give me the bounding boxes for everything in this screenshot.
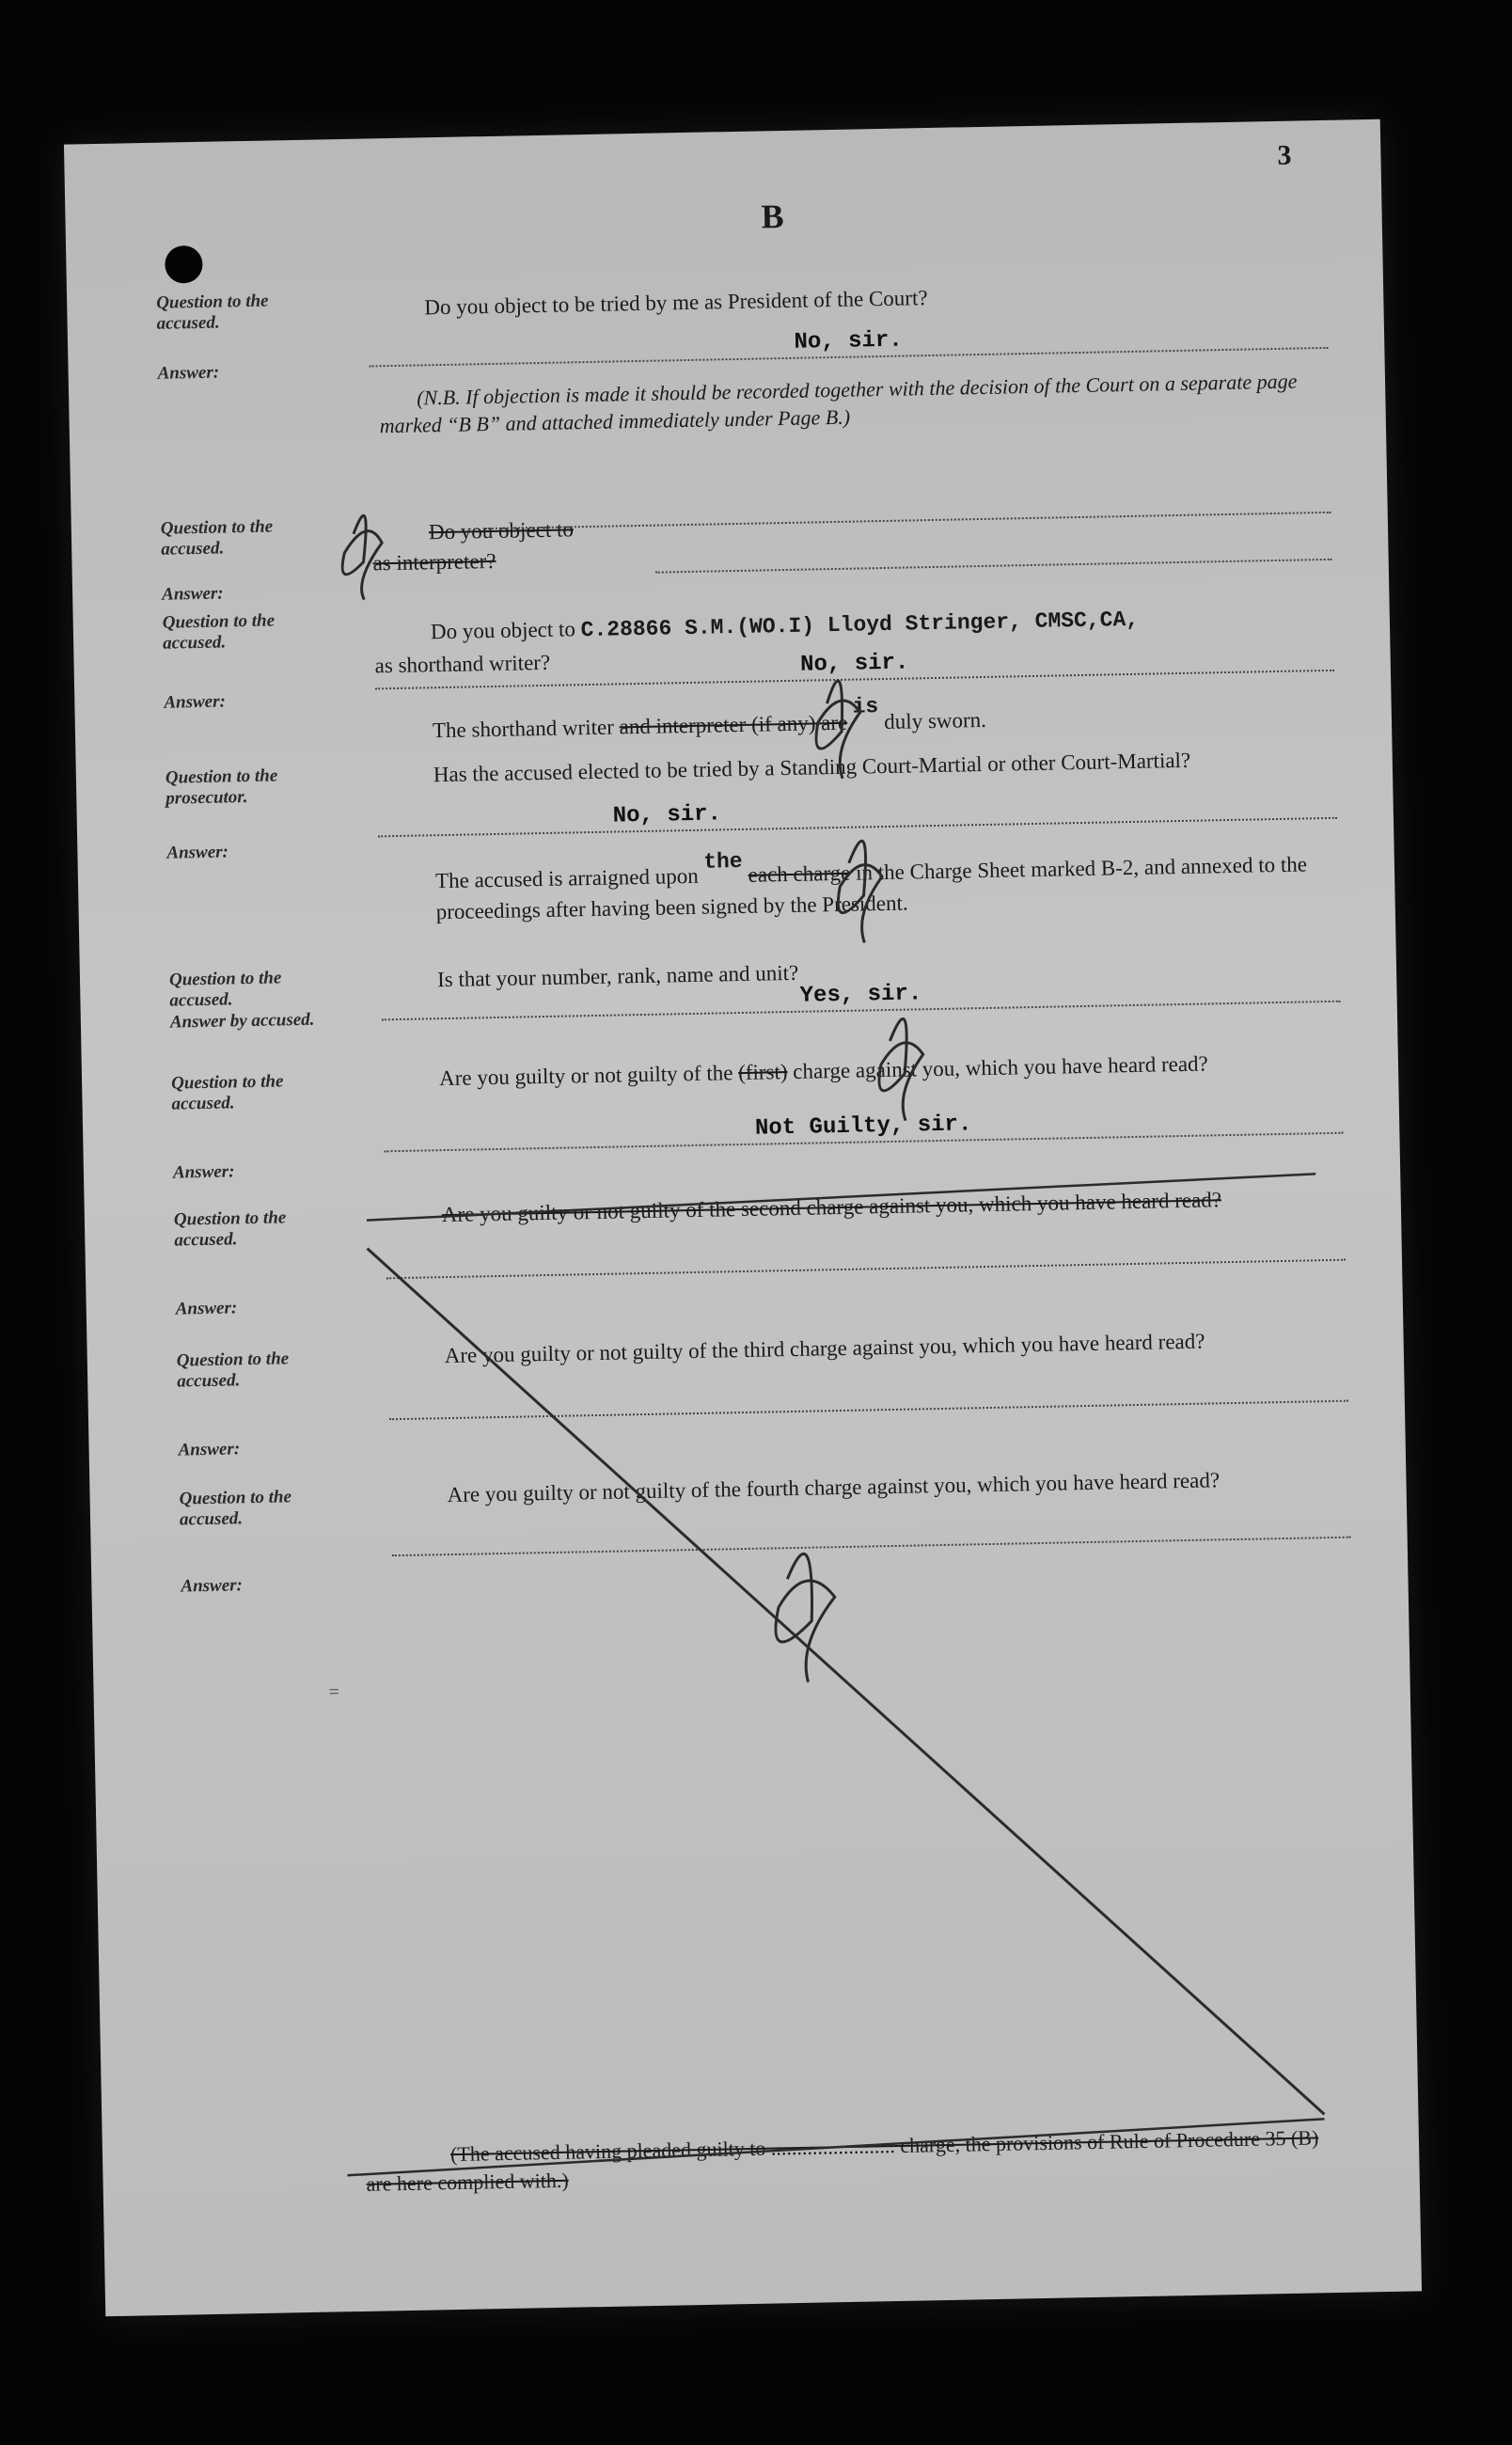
label-question-accused: Question to the accused. xyxy=(162,610,276,654)
answer-text: No, sir. xyxy=(612,801,722,829)
q6-struck: (first) xyxy=(737,1060,788,1085)
label-question-accused: Question to the accused. xyxy=(156,291,269,334)
label-question-accused: Question to the accused. xyxy=(176,1349,290,1392)
question-second-charge: Are you guilty or not guilty of the second charge against you, which you have heard read? xyxy=(441,1188,1222,1227)
sworn-text-2: duly sworn. xyxy=(884,707,987,734)
question-third-charge: Are you guilty or not guilty of the third charge against you, which you have heard read? xyxy=(444,1329,1205,1368)
initials-signature xyxy=(341,505,935,1691)
label-answer: Answer: xyxy=(175,1298,238,1319)
footer-note: (The accused having pleaded guilty to ........................ charge, the provisions of Rule of Procedure 35 (B) are here complied with.) xyxy=(366,2125,1319,2196)
diagonal-cancel-line xyxy=(368,1230,1325,2132)
label-question-accused: Question to the accused. xyxy=(168,968,282,1011)
sworn-insert: is xyxy=(852,694,879,719)
label-answer: Answer: xyxy=(172,1161,235,1183)
question-court-martial: Has the accused elected to be tried by a Standing Court-Martial or other Court-Martial? xyxy=(433,748,1191,787)
shorthand-suffix: as shorthand writer? xyxy=(374,650,551,678)
label-answer: Answer: xyxy=(181,1575,244,1597)
answer-text: Yes, sir. xyxy=(799,981,922,1009)
question-fourth-charge: Are you guilty or not guilty of the fourth charge against you, which you have heard read? xyxy=(447,1468,1221,1507)
label-answer: Answer: xyxy=(164,691,227,713)
nb-note: (N.B. If objection is made it should be recorded together with the decision of the Court on a separate page marked “B B” and attached immediately under Page B.) xyxy=(379,369,1298,438)
label-question-accused: Question to the accused. xyxy=(160,516,274,560)
margin-mark: = xyxy=(328,1681,340,1703)
label-answer: Answer: xyxy=(166,842,229,863)
strike-line xyxy=(366,1174,1315,1220)
shorthand-writer-name: C.28866 S.M.(WO.I) Lloyd Stringer, CMSC,CA, xyxy=(580,607,1140,643)
label-answer: Answer: xyxy=(178,1439,241,1460)
answer-text: Not Guilty, sir. xyxy=(754,1112,972,1142)
question-president-objection: Do you object to be tried by me as President of the Court? xyxy=(424,286,928,320)
question-identity: Is that your number, rank, name and unit? xyxy=(436,960,799,992)
label-answer: Answer: xyxy=(157,362,220,384)
strike-line xyxy=(347,2119,1326,2175)
answer-text: No, sir. xyxy=(799,650,909,678)
arraign-text-2: in the Charge Sheet marked B-2, and annexed to the proceedings after having been signed by the President. xyxy=(435,852,1308,924)
arraign-insert: the xyxy=(702,848,743,875)
struck-as-interpreter: as interpreter? xyxy=(372,548,496,576)
label-answer-by-accused: Answer by accused. xyxy=(169,1009,315,1033)
arraign-text-1: The accused is arraigned upon xyxy=(434,863,699,893)
page-heading: B xyxy=(761,197,784,236)
sworn-text-1: The shorthand writer xyxy=(432,715,615,743)
label-answer: Answer: xyxy=(161,583,224,605)
label-question-accused: Question to the accused. xyxy=(173,1207,287,1251)
label-question-accused: Question to the accused. xyxy=(170,1071,284,1114)
answer-text: No, sir. xyxy=(794,327,903,355)
q6-text-1: Are you guilty or not guilty of the xyxy=(438,1061,733,1091)
label-question-prosecutor: Question to the prosecutor. xyxy=(165,765,278,809)
document-page xyxy=(64,119,1422,2316)
page-number: 3 xyxy=(1277,139,1292,171)
annotation-overlay xyxy=(64,119,1422,2316)
q6-text-2: charge against you, which you have heard read? xyxy=(793,1051,1208,1083)
arraign-struck: each charge xyxy=(748,860,851,887)
sworn-struck: and interpreter (if any) are xyxy=(619,710,848,739)
shorthand-prefix: Do you object to xyxy=(430,617,576,644)
struck-interpreter-question: Do you object to xyxy=(428,517,575,544)
label-question-accused: Question to the accused. xyxy=(179,1487,292,1530)
